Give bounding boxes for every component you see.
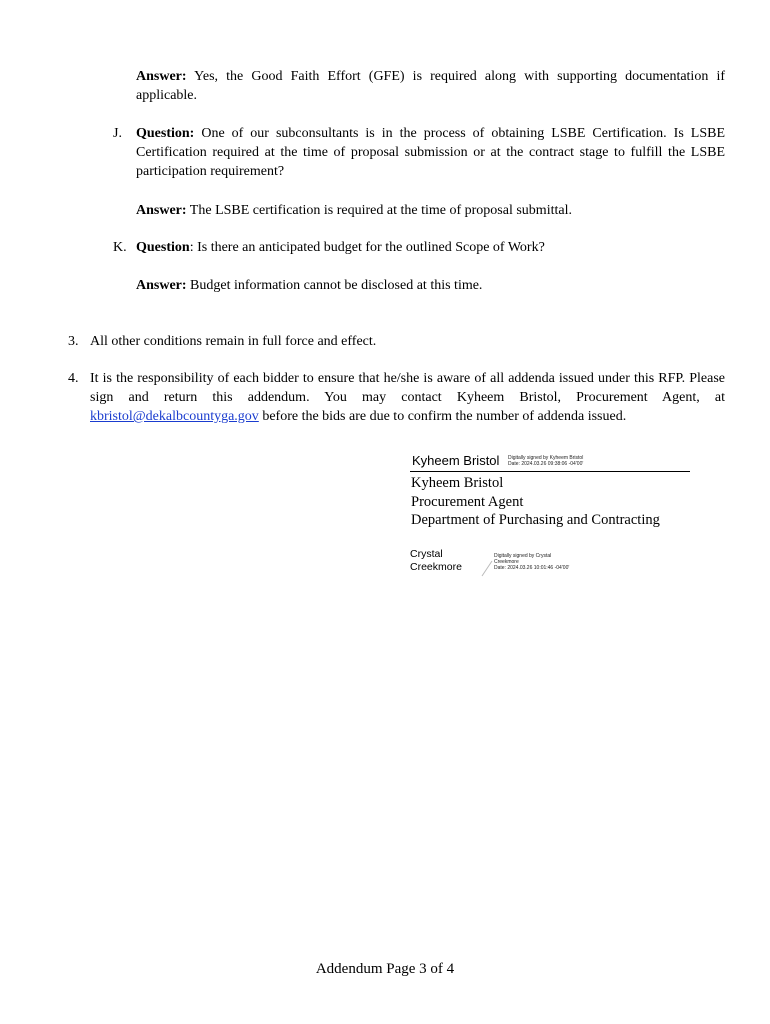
- digital-signature-line-1: Digitally signed by Crystal: [494, 553, 552, 559]
- item-3-number: 3.: [68, 334, 79, 349]
- page-footer: Addendum Page 3 of 4: [315, 961, 455, 977]
- answer-label: Answer:: [136, 203, 187, 218]
- question-j: [136, 124, 725, 181]
- answer-k: [136, 276, 725, 295]
- signature-name-line-2: Creekmore: [410, 561, 462, 573]
- digital-signature-details: [508, 455, 638, 467]
- item-4-number: 4.: [68, 371, 79, 386]
- digital-signature-details: [494, 553, 604, 571]
- item-4-text: [90, 369, 725, 426]
- digital-signature-line-1: Digitally signed by Kyheem Bristol: [508, 455, 584, 461]
- question-k: [136, 238, 725, 257]
- signatory-department: Department of Purchasing and Contracting: [411, 512, 660, 528]
- contact-email-link[interactable]: kbristol@dekalbcountyga.gov: [90, 409, 259, 424]
- item-3-text: All other conditions remain in full force and effect.: [90, 334, 377, 349]
- signatory-title: Procurement Agent: [411, 493, 524, 510]
- item-j-letter: J.: [113, 126, 122, 141]
- question-text: One of our subconsultants is in the process of obtaining LSBE Certification. Is LSBE Certification required at the time of proposal submission or at the contract stage to fulfill the LSBE participation requirement?: [136, 126, 725, 179]
- question-text: : Is there an anticipated budget for the outlined Scope of Work?: [189, 240, 545, 255]
- signature-line: [410, 471, 690, 472]
- answer-label: Answer:: [136, 278, 187, 293]
- digital-signature-line-2: Creekmore: [494, 559, 519, 565]
- digital-signature-line-3: Date: 2024.03.26 10:01:46 -04'00': [494, 565, 570, 571]
- answer-i: [136, 67, 725, 105]
- answer-text: Budget information cannot be disclosed at this time.: [190, 278, 483, 293]
- item-k-letter: K.: [113, 240, 127, 255]
- signatory-name: Kyheem Bristol: [411, 475, 504, 491]
- answer-text: The LSBE certification is required at the time of proposal submittal.: [189, 203, 572, 218]
- answer-label: Answer:: [136, 69, 187, 84]
- signature-name-line-1: Crystal: [410, 548, 443, 560]
- digital-signature-line-2: Date: 2024.03.26 09:38:06 -04'00': [508, 461, 584, 467]
- question-label: Question:: [136, 126, 195, 141]
- answer-text: Yes, the Good Faith Effort (GFE) is required along with supporting documentation if applicable.: [136, 69, 725, 103]
- signature-stroke-icon: [480, 551, 494, 577]
- digital-signature-crystal: [410, 548, 610, 580]
- signature-name-graphic: Kyheem Bristol: [412, 453, 500, 468]
- digital-signature-kyheem: [412, 452, 692, 472]
- question-label: Question: [136, 240, 190, 255]
- answer-j: [136, 201, 725, 220]
- item-4-text-after: before the bids are due to confirm the number of addenda issued.: [258, 409, 627, 424]
- signatory-block: [411, 474, 660, 530]
- signature-name-graphic: [410, 548, 462, 574]
- item-4-text-before: It is the responsibility of each bidder to ensure that he/she is aware of all addenda issued under this RFP. Please sign and return this addendum. You may contact Kyheem Bristol, Procurement Agent, at: [90, 371, 725, 405]
